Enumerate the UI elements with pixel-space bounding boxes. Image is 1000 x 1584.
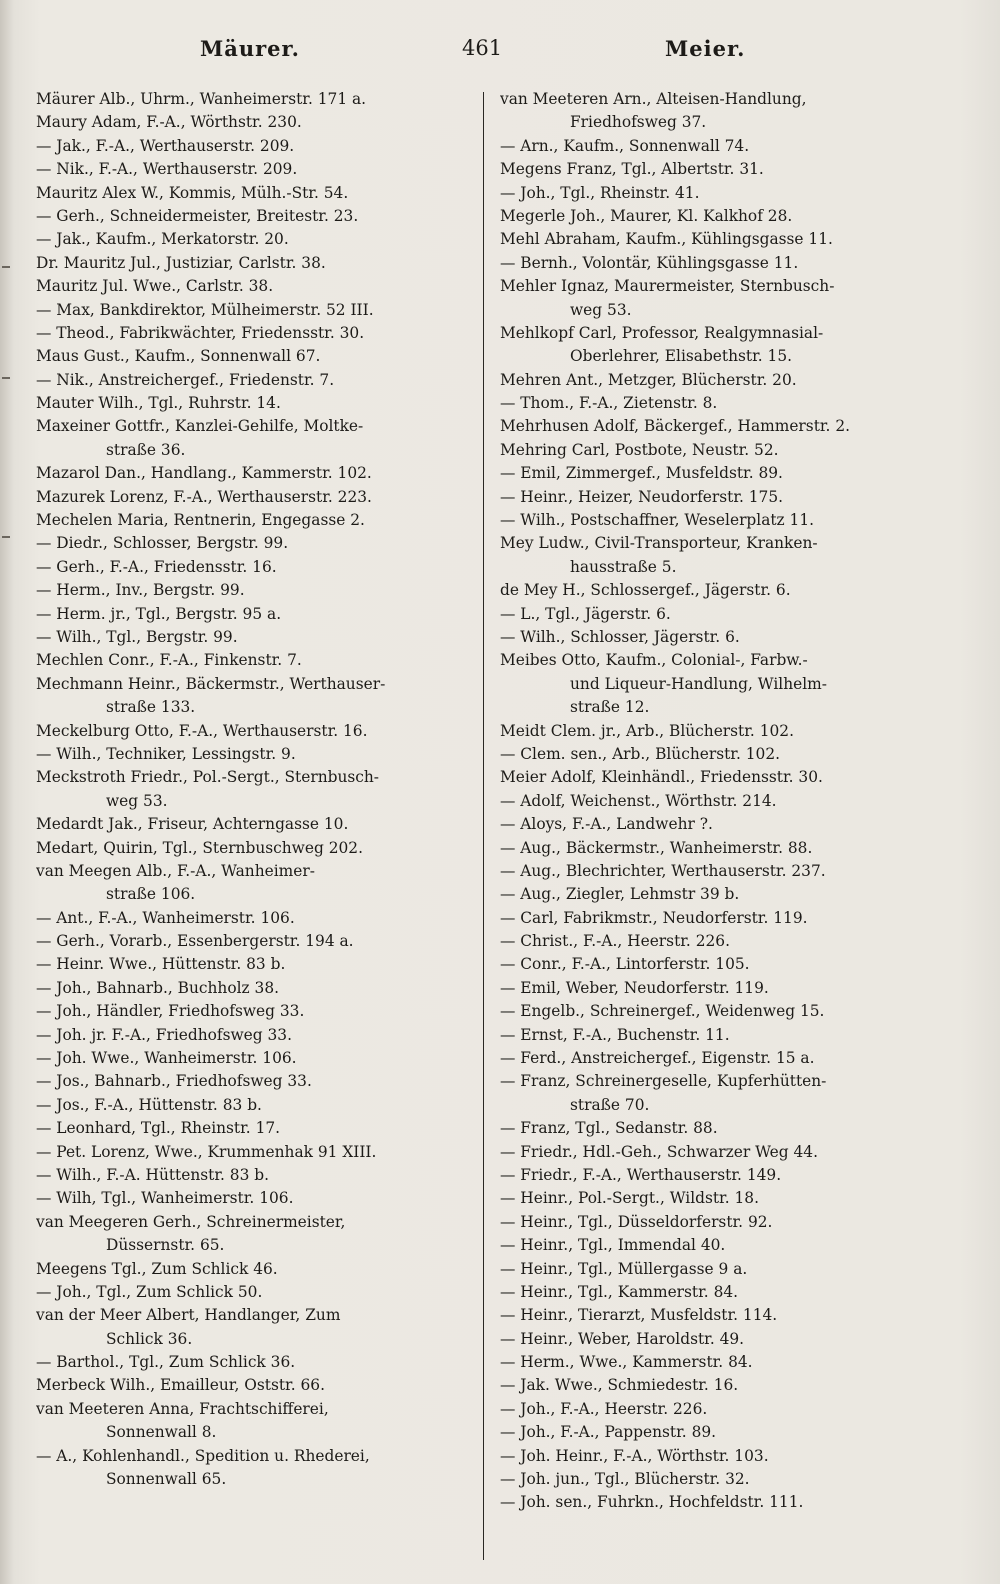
directory-entry: Medardt Jak., Friseur, Achterngasse 10.	[36, 815, 349, 834]
entry-continuation: Friedhofsweg 37.	[570, 113, 707, 132]
directory-entry: — Nik., Anstreichergef., Friedenstr. 7.	[36, 370, 335, 389]
directory-entry: van Meegeren Gerh., Schreinermeister,	[36, 1212, 346, 1231]
page-number: 461	[462, 36, 503, 60]
directory-entry: Meier Adolf, Kleinhändl., Friedensstr. 30.	[500, 768, 823, 787]
directory-entry: Megens Franz, Tgl., Albertstr. 31.	[500, 160, 764, 179]
directory-entry: — Theod., Fabrikwächter, Friedensstr. 30.	[36, 323, 365, 342]
directory-entry: Dr. Mauritz Jul., Justiziar, Carlstr. 38.	[36, 253, 326, 272]
directory-entry: de Mey H., Schlossergef., Jägerstr. 6.	[500, 581, 791, 600]
directory-entry: Mehler Ignaz, Maurermeister, Sternbusch-	[500, 277, 835, 296]
directory-entry: van Meegen Alb., F.-A., Wanheimer-	[36, 861, 315, 880]
directory-entry: — Heinr. Wwe., Hüttenstr. 83 b.	[36, 955, 286, 974]
directory-entry: — Friedr., F.-A., Werthauserstr. 149.	[500, 1165, 782, 1184]
directory-entry: — Aloys, F.-A., Landwehr ?.	[500, 815, 713, 834]
directory-entry: — Jak., Kaufm., Merkatorstr. 20.	[36, 230, 289, 249]
directory-entry: — Jak., F.-A., Werthauserstr. 209.	[36, 136, 295, 155]
directory-entry: — Wilh, Tgl., Wanheimerstr. 106.	[36, 1189, 294, 1208]
directory-entry: — Barthol., Tgl., Zum Schlick 36.	[36, 1353, 296, 1372]
directory-entry: — Max, Bankdirektor, Mülheimerstr. 52 III.	[36, 300, 374, 319]
entry-continuation: Düssernstr. 65.	[106, 1236, 225, 1255]
directory-entry: van Meeteren Arn., Alteisen-Handlung,	[500, 90, 807, 108]
margin-mark	[2, 536, 10, 538]
directory-entry: — Joh., Händler, Friedhofsweg 33.	[36, 1002, 305, 1021]
directory-entry: — Herm., Inv., Bergstr. 99.	[36, 581, 245, 600]
entry-continuation: straße 133.	[106, 698, 196, 717]
directory-entry: — Adolf, Weichenst., Wörthstr. 214.	[500, 791, 777, 810]
directory-entry: Meidt Clem. jr., Arb., Blücherstr. 102.	[500, 721, 794, 740]
directory-entry: — Bernh., Volontär, Kühlingsgasse 11.	[500, 253, 799, 272]
page-header	[0, 36, 1000, 76]
directory-entry: — Franz, Schreinergeselle, Kupferhütten-	[500, 1072, 827, 1091]
directory-entry: — Jos., F.-A., Hüttenstr. 83 b.	[36, 1095, 262, 1114]
directory-entry: — Wilh., Tgl., Bergstr. 99.	[36, 627, 238, 646]
directory-entry: Mauter Wilh., Tgl., Ruhrstr. 14.	[36, 394, 281, 413]
directory-entry: — Ant., F.-A., Wanheimerstr. 106.	[36, 908, 295, 927]
directory-entry: van Meeteren Anna, Frachtschifferei,	[36, 1399, 329, 1418]
directory-entry: — Clem. sen., Arb., Blücherstr. 102.	[500, 744, 781, 763]
directory-entry: — Nik., F.-A., Werthauserstr. 209.	[36, 160, 298, 179]
directory-entry: — Gerh., Schneidermeister, Breitestr. 23.	[36, 206, 359, 225]
directory-entry: Meckstroth Friedr., Pol.-Sergt., Sternbusch-	[36, 768, 380, 787]
directory-entry: Mehrhusen Adolf, Bäckergef., Hammerstr. 2.	[500, 417, 851, 436]
directory-entry: — Herm., Wwe., Kammerstr. 84.	[500, 1353, 753, 1372]
directory-entry: — Ernst, F.-A., Buchenstr. 11.	[500, 1025, 730, 1044]
directory-entry: — Wilh., Postschaffner, Weselerplatz 11.	[500, 511, 815, 530]
directory-entry: — Joh. Heinr., F.-A., Wörthstr. 103.	[500, 1446, 769, 1465]
directory-entry: — Conr., F.-A., Lintorferstr. 105.	[500, 955, 750, 974]
directory-entry: — Heinr., Weber, Haroldstr. 49.	[500, 1329, 745, 1348]
directory-entry: — Aug., Bäckermstr., Wanheimerstr. 88.	[500, 838, 813, 857]
directory-entry: — Joh., Tgl., Rheinstr. 41.	[500, 183, 700, 202]
directory-entry: Meckelburg Otto, F.-A., Werthauserstr. 16.	[36, 721, 368, 740]
directory-entry: Mehren Ant., Metzger, Blücherstr. 20.	[500, 370, 797, 389]
directory-entry: Mehring Carl, Postbote, Neustr. 52.	[500, 440, 779, 459]
entry-continuation: Sonnenwall 8.	[106, 1423, 217, 1442]
directory-entry: — Joh. jr. F.-A., Friedhofsweg 33.	[36, 1025, 292, 1044]
directory-entry: — Heinr., Tgl., Kammerstr. 84.	[500, 1282, 739, 1301]
directory-entry: Merbeck Wilh., Emailleur, Oststr. 66.	[36, 1376, 325, 1395]
entry-continuation: straße 36.	[106, 440, 186, 459]
directory-entry: Maus Gust., Kaufm., Sonnenwall 67.	[36, 347, 321, 366]
directory-entry: — Joh. jun., Tgl., Blücherstr. 32.	[500, 1470, 750, 1489]
directory-entry: — Arn., Kaufm., Sonnenwall 74.	[500, 136, 750, 155]
directory-entry: — Heinr., Tierarzt, Musfeldstr. 114.	[500, 1306, 778, 1325]
directory-entry: — Joh., F.-A., Heerstr. 226.	[500, 1399, 708, 1418]
directory-entry: — Ferd., Anstreichergef., Eigenstr. 15 a.	[500, 1049, 815, 1068]
directory-entry: Mauritz Jul. Wwe., Carlstr. 38.	[36, 277, 274, 296]
directory-entry: Mechmann Heinr., Bäckermstr., Werthauser-	[36, 674, 386, 693]
directory-entry: — Franz, Tgl., Sedanstr. 88.	[500, 1119, 718, 1138]
directory-entry: — Wilh., Schlosser, Jägerstr. 6.	[500, 627, 740, 646]
directory-entry: Maxeiner Gottfr., Kanzlei-Gehilfe, Moltke-	[36, 417, 364, 436]
directory-entry: — Wilh., Techniker, Lessingstr. 9.	[36, 744, 296, 763]
directory-entry: Megerle Joh., Maurer, Kl. Kalkhof 28.	[500, 206, 793, 225]
directory-entry: Mazurek Lorenz, F.-A., Werthauserstr. 223.	[36, 487, 372, 506]
directory-entry: — Aug., Ziegler, Lehmstr 39 b.	[500, 885, 740, 904]
directory-entry: — Diedr., Schlosser, Bergstr. 99.	[36, 534, 289, 553]
directory-entry: — Herm. jr., Tgl., Bergstr. 95 a.	[36, 604, 282, 623]
directory-entry: — Emil, Weber, Neudorferstr. 119.	[500, 978, 769, 997]
directory-entry: — Heinr., Tgl., Düsseldorferstr. 92.	[500, 1212, 773, 1231]
directory-entry: Mauritz Alex W., Kommis, Mülh.-Str. 54.	[36, 183, 349, 202]
margin-mark	[2, 377, 10, 379]
entry-continuation: straße 106.	[106, 885, 196, 904]
directory-entry: — Christ., F.-A., Heerstr. 226.	[500, 932, 730, 951]
directory-entry: — Heinr., Tgl., Müllergasse 9 a.	[500, 1259, 748, 1278]
directory-entry: — Leonhard, Tgl., Rheinstr. 17.	[36, 1119, 281, 1138]
directory-entry: — Joh., Tgl., Zum Schlick 50.	[36, 1282, 263, 1301]
directory-entry: — Wilh., F.-A. Hüttenstr. 83 b.	[36, 1165, 270, 1184]
entry-continuation: Schlick 36.	[106, 1329, 193, 1348]
directory-entry: — A., Kohlenhandl., Spedition u. Rhederei,	[36, 1446, 370, 1465]
directory-entry: — Jos., Bahnarb., Friedhofsweg 33.	[36, 1072, 312, 1091]
left-column	[36, 88, 482, 1491]
entry-continuation: Oberlehrer, Elisabethstr. 15.	[570, 347, 793, 366]
header-right-name: Meier.	[665, 36, 746, 61]
directory-entry: — Joh., Bahnarb., Buchholz 38.	[36, 978, 280, 997]
directory-entry: Mechelen Maria, Rentnerin, Engegasse 2.	[36, 511, 365, 530]
directory-entry: — Heinr., Tgl., Immendal 40.	[500, 1236, 726, 1255]
directory-entry: — Friedr., Hdl.-Geh., Schwarzer Weg 44.	[500, 1142, 818, 1161]
directory-entry: Mäurer Alb., Uhrm., Wanheimerstr. 171 a.	[36, 90, 367, 108]
directory-entry: Maury Adam, F.-A., Wörthstr. 230.	[36, 113, 302, 132]
entry-continuation: straße 12.	[570, 698, 650, 717]
entry-continuation: hausstraße 5.	[570, 557, 677, 576]
entry-continuation: weg 53.	[570, 300, 632, 319]
directory-entry: — Jak. Wwe., Schmiedestr. 16.	[500, 1376, 739, 1395]
directory-entry: Meibes Otto, Kaufm., Colonial-, Farbw.-	[500, 651, 808, 670]
directory-entry: Mey Ludw., Civil-Transporteur, Kranken-	[500, 534, 818, 553]
directory-entry: Meegens Tgl., Zum Schlick 46.	[36, 1259, 278, 1278]
directory-entry: van der Meer Albert, Handlanger, Zum	[36, 1306, 341, 1325]
directory-entry: — Joh. Wwe., Wanheimerstr. 106.	[36, 1049, 297, 1068]
directory-entry: Mehl Abraham, Kaufm., Kühlingsgasse 11.	[500, 230, 833, 249]
right-column	[500, 88, 940, 1515]
directory-entry: Mazarol Dan., Handlang., Kammerstr. 102.	[36, 464, 372, 483]
directory-entry: Mehlkopf Carl, Professor, Realgymnasial-	[500, 323, 824, 342]
directory-entry: — Thom., F.-A., Zietenstr. 8.	[500, 394, 718, 413]
entry-continuation: und Liqueur-Handlung, Wilhelm-	[570, 674, 827, 693]
directory-entry: — Pet. Lorenz, Wwe., Krummenhak 91 XIII.	[36, 1142, 377, 1161]
directory-entry: — Engelb., Schreinergef., Weidenweg 15.	[500, 1002, 825, 1021]
directory-entry: — Gerh., F.-A., Friedensstr. 16.	[36, 557, 277, 576]
directory-entry: — Heinr., Heizer, Neudorferstr. 175.	[500, 487, 784, 506]
entry-continuation: weg 53.	[106, 791, 168, 810]
directory-entry: — Joh., F.-A., Pappenstr. 89.	[500, 1423, 717, 1442]
directory-entry: — Carl, Fabrikmstr., Neudorferstr. 119.	[500, 908, 808, 927]
directory-entry: — Gerh., Vorarb., Essenbergerstr. 194 a.	[36, 932, 354, 951]
entry-continuation: straße 70.	[570, 1095, 650, 1114]
directory-entry: — Aug., Blechrichter, Werthauserstr. 237.	[500, 861, 826, 880]
margin-mark	[2, 266, 10, 268]
header-left-name: Mäurer.	[200, 36, 300, 61]
directory-entry: Mechlen Conr., F.-A., Finkenstr. 7.	[36, 651, 302, 670]
directory-entry: — Heinr., Pol.-Sergt., Wildstr. 18.	[500, 1189, 759, 1208]
column-divider	[483, 92, 484, 1560]
directory-entry: — Joh. sen., Fuhrkn., Hochfeldstr. 111.	[500, 1493, 804, 1512]
entry-continuation: Sonnenwall 65.	[106, 1470, 227, 1489]
directory-entry: — L., Tgl., Jägerstr. 6.	[500, 604, 671, 623]
directory-entry: Medart, Quirin, Tgl., Sternbuschweg 202.	[36, 838, 363, 857]
directory-entry: — Emil, Zimmergef., Musfeldstr. 89.	[500, 464, 783, 483]
